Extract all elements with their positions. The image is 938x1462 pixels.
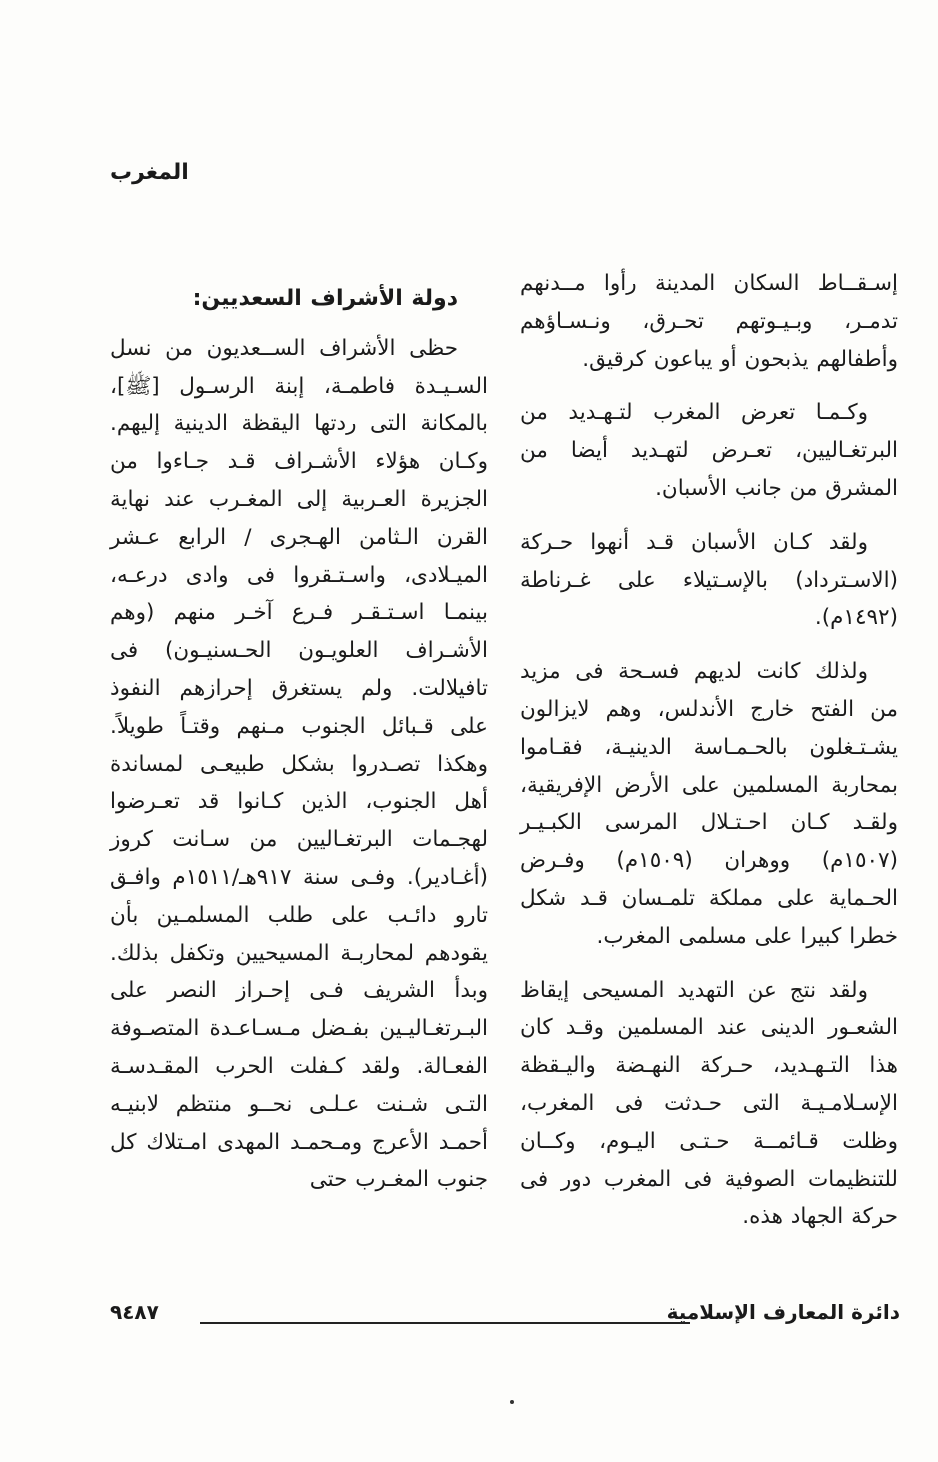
- paragraph: ولقد نتج عن التهديد المسيحى إيقاظ الشعـور الدينى عند المسلمين وقـد كان هذا التـهـديد، حـركة النهـضة واليـقظة الإسـلامـيـة التى حـدثت فى المغرب، وظلت قـائمــة حـتـى اليـوم، وكــان للتنظيمات الصوفية فى المغرب دور فى حركة الجهاد هذه.: [520, 977, 898, 1230]
- footer-journal-title: دائرة المعارف الإسلامية: [666, 1300, 900, 1324]
- paragraph: حظى الأشراف الســعديون من نسل السـيـدة فاطمـة، إبنة الرسـول [ﷺ]، بالمكانة التى ردتها اليقظة الدينية إليهم. وكـان هؤلاء الأشـراف قـد جـاءوا من الجزيرة العـربية إلى المغـرب عند نهاية القرن الـثامن الهـجرى / الرابع عـشر الميـلادى، واسـتـقروا فى وادى درعـه، بينمـا اسـتـقـر فـرع آخـر منهم (وهم الأشـراف العلويـون الحـسنيـون) فى تافيلالت. ولم يستغرق إحرازهم النفوذ على قـبائل الجنوب مـنهم وقتـاً طويلاً. وهكذا تصـدروا بشكل طبيعـى لمساندة أهل الجنوب، الذين كـانوا قد تعـرضوا لهجـمات البرتغـاليين من سـانت كروز (أغـادير). وفـى سنة ٩١٧هـ/١٥١١م وافـق تارو دائـب على طلب المسلمـين بأن يقودهم لمحاربـة المسيحيين وتكفل بذلك. وبدأ الشريف فـى إحـراز النصر على البـرتغـاليـين بفـضل مـسـاعـدة المتصـوفة الفعـالة. ولقد كـفلت الحرب المقـدسـة التـى شـنت عـلـى نحــو منتظم لابنيـه أحمـد الأعرج ومـحمـد المهدى امـتلاك كل جنوب المغـرب حتى: [110, 335, 489, 1193]
- left-column: [110, 280, 488, 1199]
- paragraph: ولقد كـان الأسبان قـد أنهوا حـركة (الاسـترداد) بالإسـتيلاء على غـرناطة (١٤٩٢م).: [520, 529, 898, 631]
- page-footer: [110, 1300, 900, 1340]
- paragraph: ولذلك كانت لديهم فسـحة فى مزيد من الفتح خارج الأندلس، وهم لايزالون يشـتـغلون بالحـمـاسة الدينيـة، فقـاموا بمحاربة المسلمين على الأرض الإفريقية، ولقـد كـان احـتـلال المرسى الكبـيـر (١٥٠٧م) ووهران (١٥٠٩م) وفـرض الحـماية على مملكة تلمـسان قـد شكل خطرا كبيرا على مسلمى المغرب.: [520, 659, 898, 949]
- scan-speck: [510, 1400, 514, 1404]
- running-header: المغرب: [110, 160, 189, 185]
- right-column: [520, 265, 898, 1252]
- page-number: ٩٤٨٧: [110, 1300, 159, 1324]
- paragraph: إسـقــاط السكان المدينة رأوا مــدنهم تدمـر، وبـيـوتهم تحـرق، ونـسـاؤهم وأطفالهم يذبحون أو يباعون كرقيق.: [520, 271, 898, 372]
- footer-rule: [200, 1322, 690, 1324]
- section-heading: دولة الأشراف السعديين:: [192, 286, 458, 311]
- paragraph: وكـمـا تعرض المغرب لتـهـديد من البرتغـاليين، تعـرض لتهـديد أيضا من المشرق من جانب الأسبان.: [520, 400, 898, 501]
